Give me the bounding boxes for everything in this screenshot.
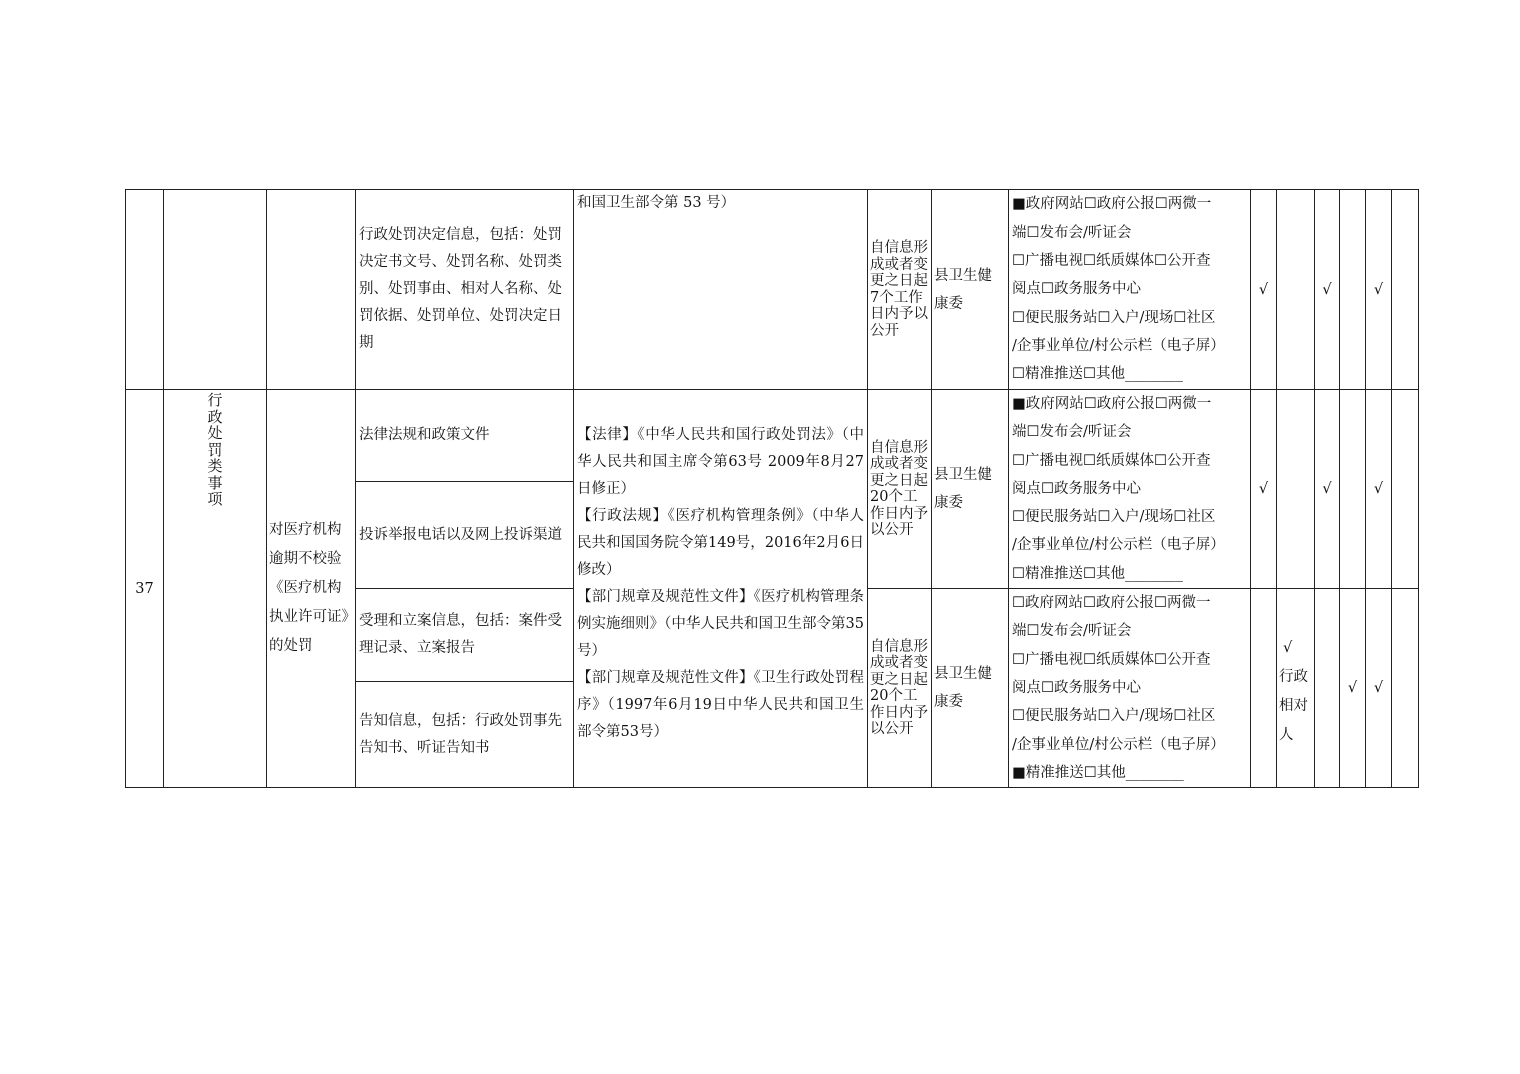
channel-line: 端☐发布会/听证会	[1012, 623, 1132, 640]
channel-line: ☐政府网站☐政府公报☐两微一	[1012, 595, 1211, 612]
item-number-cell: 37	[126, 390, 164, 788]
check-cell	[1277, 190, 1315, 390]
channel-line: ☐广播电视☐纸质媒体☐公开查	[1012, 651, 1211, 668]
channel-line: ■精准推送☐其他________	[1012, 764, 1184, 781]
basis-line: 【部门规章及规范性文件】《卫生行政处罚程序》（1997年6月19日中华人民共和国卫生部令第53号）	[577, 670, 864, 740]
channel-line: ☐广播电视☐纸质媒体☐公开查	[1012, 253, 1211, 270]
sub-item-cell: 投诉举报电话以及网上投诉渠道	[356, 482, 574, 589]
check-cell	[1392, 390, 1419, 589]
channel-cell	[1009, 589, 1251, 788]
check-cell: √	[1340, 589, 1366, 788]
channel-line: /企事业单位/村公示栏（电子屏）	[1012, 537, 1225, 554]
time-limit-cell: 自信息形成或者变更之日起20个工作日内予以公开	[868, 589, 932, 788]
check-cell	[1340, 190, 1366, 390]
channel-line: /企事业单位/村公示栏（电子屏）	[1012, 736, 1225, 753]
table-row	[126, 390, 1419, 482]
check-cell: √	[1366, 589, 1392, 788]
table-row	[126, 190, 1419, 390]
channel-line: ☐便民服务站☐入户/现场☐社区	[1012, 509, 1216, 526]
empty-cell	[126, 190, 164, 390]
channel-line: ☐广播电视☐纸质媒体☐公开查	[1012, 452, 1211, 469]
sub-item-cell: 告知信息，包括：行政处罚事先告知书、听证告知书	[356, 682, 574, 788]
check-cell: √	[1315, 190, 1340, 390]
channel-line: 阅点☐政务服务中心	[1012, 480, 1141, 497]
empty-cell	[164, 190, 267, 390]
sub-item-cell: 法律法规和政策文件	[356, 390, 574, 482]
target-audience-text: 行政相对人	[1279, 669, 1308, 744]
check-cell	[1251, 589, 1277, 788]
check-cell: √	[1251, 190, 1277, 390]
channel-cell	[1009, 390, 1251, 589]
channel-cell	[1009, 190, 1251, 390]
target-audience-cell	[1277, 589, 1315, 788]
channel-line: 端☐发布会/听证会	[1012, 424, 1132, 441]
check-cell: √	[1315, 390, 1340, 589]
check-cell	[1277, 390, 1315, 589]
channel-line: ■政府网站☐政府公报☐两微一	[1012, 396, 1212, 412]
channel-line: /企事业单位/村公示栏（电子屏）	[1012, 337, 1225, 354]
check-cell: √	[1251, 390, 1277, 589]
check-cell	[1315, 589, 1340, 788]
check-cell	[1340, 390, 1366, 589]
basis-line: 【部门规章及规范性文件】《医疗机构管理条例实施细则》（中华人民共和国卫生部令第35号）	[577, 589, 864, 659]
channel-line: ☐便民服务站☐入户/现场☐社区	[1012, 708, 1216, 725]
department-cell: 县卫生健康委	[932, 190, 1009, 390]
sub-item-cell: 受理和立案信息，包括：案件受理记录、立案报告	[356, 589, 574, 682]
basis-cell: 和国卫生部令第 53 号）	[574, 190, 868, 390]
time-limit-cell: 自信息形成或者变更之日起7个工作日内予以公开	[868, 190, 932, 390]
check-cell: √	[1366, 190, 1392, 390]
department-cell: 县卫生健康委	[932, 589, 1009, 788]
department-cell: 县卫生健康委	[932, 390, 1009, 589]
check-cell	[1392, 589, 1419, 788]
item-name-cell: 对医疗机构逾期不校验《医疗机构执业许可证》的处罚	[267, 390, 356, 788]
empty-cell	[267, 190, 356, 390]
disclosure-table	[125, 189, 1419, 788]
channel-line: ☐精准推送☐其他________	[1012, 366, 1183, 383]
time-limit-cell: 自信息形成或者变更之日起20个工作日内予以公开	[868, 390, 932, 589]
channel-line: 阅点☐政务服务中心	[1012, 679, 1141, 696]
target-check: √	[1283, 640, 1293, 657]
channel-line: ■政府网站☐政府公报☐两微一	[1012, 196, 1212, 213]
category-cell	[164, 390, 267, 788]
channel-line: ☐便民服务站☐入户/现场☐社区	[1012, 309, 1216, 326]
category-label: 行政处罚类事项	[207, 391, 223, 508]
basis-line: 【行政法规】《医疗机构管理条例》（中华人民共和国国务院令第149号，2016年2月6日修改）	[577, 508, 864, 578]
basis-line: 【法律】《中华人民共和国行政处罚法》（中华人民共和国主席令第63号 2009年8月27日修正）	[577, 427, 864, 497]
basis-cell	[574, 390, 868, 788]
channel-line: ☐精准推送☐其他________	[1012, 565, 1183, 582]
channel-line: 阅点☐政务服务中心	[1012, 281, 1141, 298]
check-cell: √	[1366, 390, 1392, 589]
channel-line: 端☐发布会/听证会	[1012, 224, 1132, 241]
check-cell	[1392, 190, 1419, 390]
sub-item-cell: 行政处罚决定信息，包括：处罚决定书文号、处罚名称、处罚类别、处罚事由、相对人名称、处罚依据、处罚单位、处罚决定日期	[356, 190, 574, 390]
